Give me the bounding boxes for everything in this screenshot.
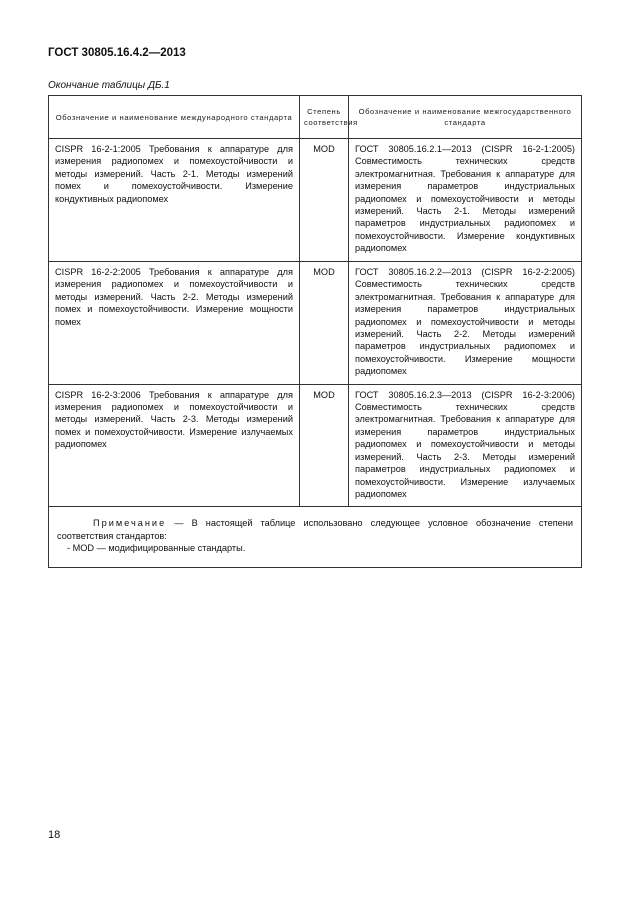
table-header-row xyxy=(49,96,582,139)
column-header-international: Обозначение и наименование международного стандарта xyxy=(49,96,300,139)
table-note-row xyxy=(49,507,582,568)
table-row xyxy=(49,384,582,507)
interstate-standard-cell: ГОСТ 30805.16.2.2—2013 (CISPR 16-2-2:2005) Совместимость технических средств электромагнитная. Требования к аппаратуре для измерения параметров индустриальных радиопомех и помехоустойчивости и методы измерений. Часть 2-2. Методы измерений параметров индустриальных радиопомех и помехоустойчивости. Измерение мощности радиопомех xyxy=(349,262,582,385)
interstate-standard-cell: ГОСТ 30805.16.2.3—2013 (CISPR 16-2-3:2006) Совместимость технических средств электромагнитная. Требования к аппаратуре для измерения параметров индустриальных радиопомех и помехоустойчивости и методы измерений. Часть 2-3. Методы измерений параметров индустриальных радиопомех и помехоустойчивости. Измерение излучаемых радиопомех xyxy=(349,384,582,507)
degree-cell: MOD xyxy=(300,384,349,507)
table-row xyxy=(49,139,582,262)
degree-cell: MOD xyxy=(300,139,349,262)
degree-cell: MOD xyxy=(300,262,349,385)
table-caption: Окончание таблицы ДБ.1 xyxy=(48,80,170,91)
note-text xyxy=(57,517,573,542)
note-prefix: Примечание xyxy=(93,518,167,529)
note-item: - MOD — модифицированные стандарты. xyxy=(67,543,246,554)
document-code: ГОСТ 30805.16.4.2—2013 xyxy=(48,47,186,59)
standards-table xyxy=(48,95,582,568)
international-standard-cell: CISPR 16-2-1:2005 Требования к аппаратуре для измерения радиопомех и помехоустойчивости и методы измерений. Часть 2-1. Методы измерений помех и помехоустойчивости. Измерение кондуктивных радиопомех xyxy=(49,139,300,262)
interstate-standard-cell: ГОСТ 30805.16.2.1—2013 (CISPR 16-2-1:2005) Совместимость технических средств электромагнитная. Требования к аппаратуре для измерения параметров индустриальных радиопомех и помехоустойчивости и методы измерений. Часть 2-1. Методы измерений параметров индустриальных радиопомех и помехоустойчивости. Измерение кондуктивных радиопомех xyxy=(349,139,582,262)
table-row xyxy=(49,262,582,385)
page-number: 18 xyxy=(48,829,61,841)
table-note xyxy=(49,507,582,568)
international-standard-cell: CISPR 16-2-2:2005 Требования к аппаратуре для измерения радиопомех и помехоустойчивости и методы измерений. Часть 2-2. Методы измерений помех и помехоустойчивости. Измерение мощности помех xyxy=(49,262,300,385)
note-body: — В настоящей таблице использовано следующее условное обозначение степени соответствия стандартов: xyxy=(57,518,573,541)
column-header-interstate: Обозначение и наименование межгосударственного стандарта xyxy=(349,96,582,139)
column-header-degree: Степень соответствия xyxy=(300,96,349,139)
international-standard-cell: CISPR 16-2-3:2006 Требования к аппаратуре для измерения радиопомех и помехоустойчивости и методы измерений. Часть 2-3. Методы измерений помех и помехоустойчивости. Измерение излучаемых радиопомех xyxy=(49,384,300,507)
